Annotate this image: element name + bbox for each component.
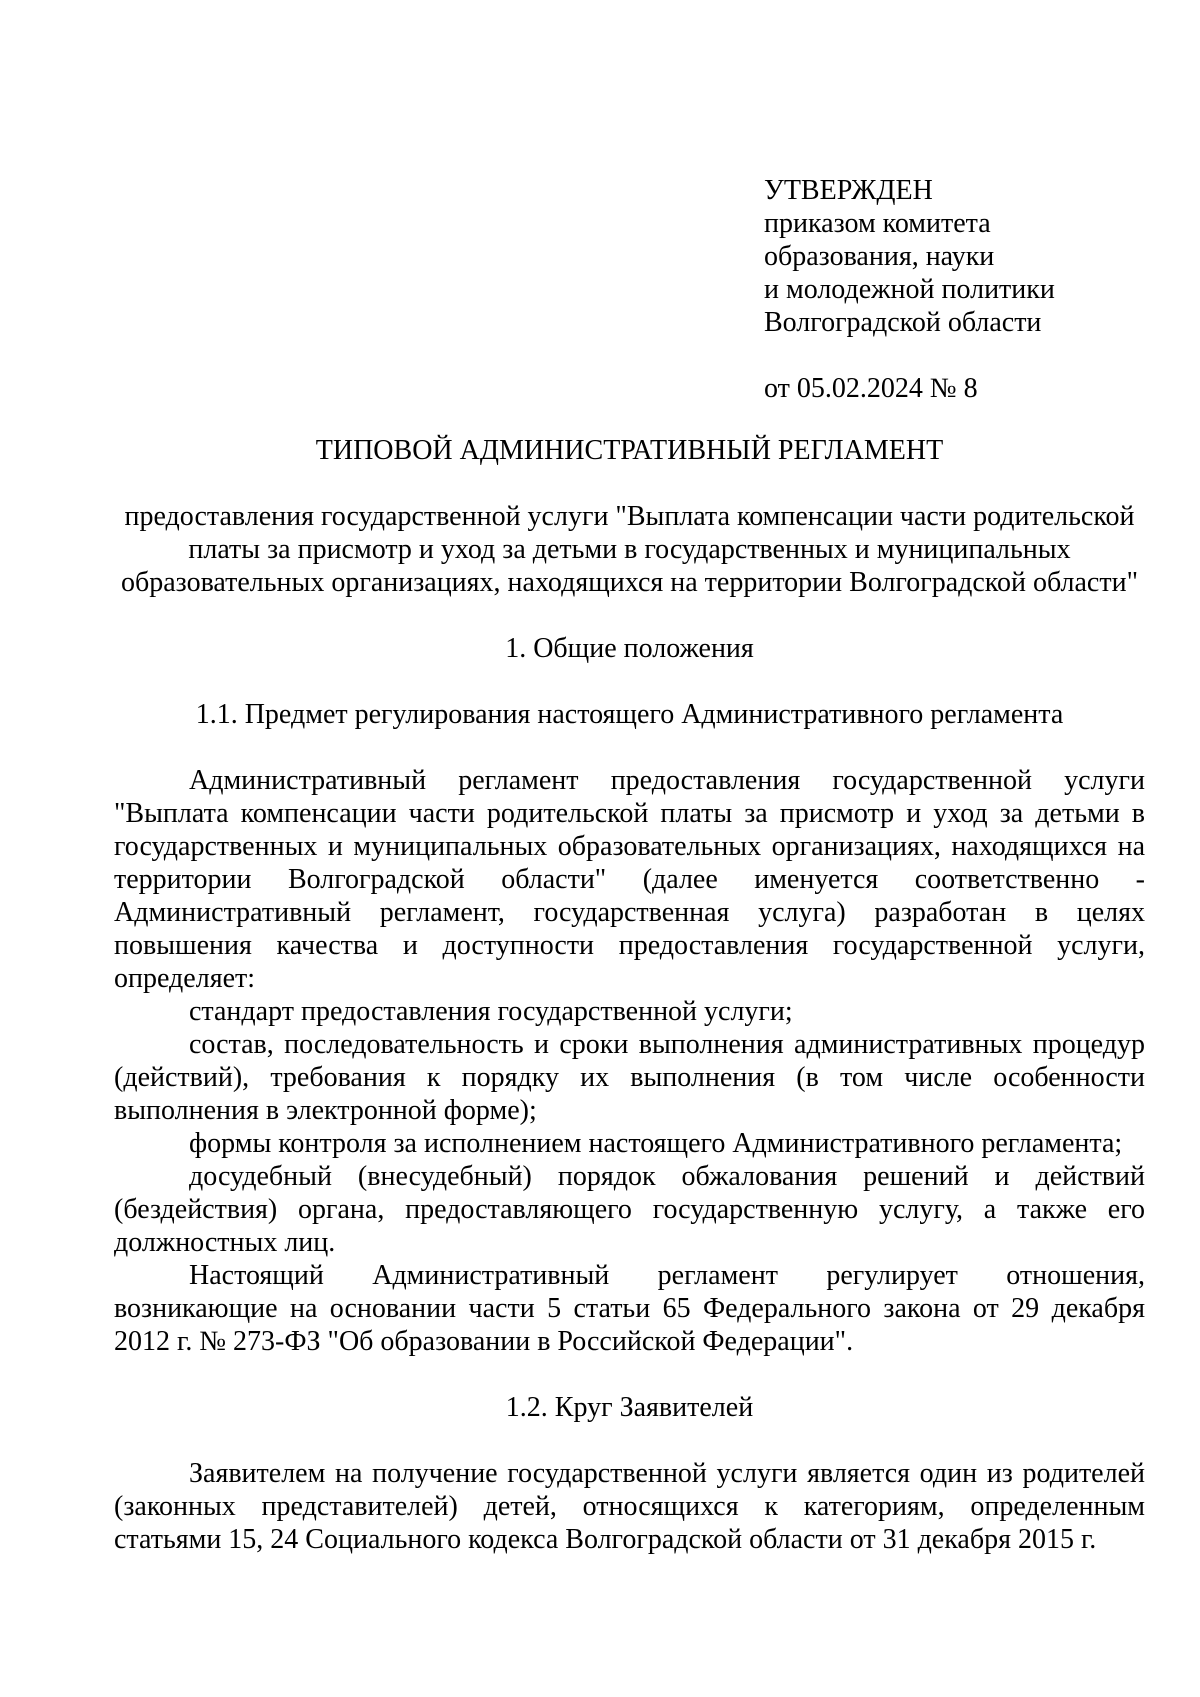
section-heading: 1. Общие положения xyxy=(505,633,754,664)
subsection-body xyxy=(114,764,1145,1358)
paragraph: Заявителем на получение государственной услуги является один из родителей (законных представителей) детей, относящихся к категориям, определенным статьями 15, 24 Социального кодекса Волгоградской области от 31 декабря 2015 г. xyxy=(114,1458,1145,1555)
subsection-heading: 1.1. Предмет регулирования настоящего Административного регламента xyxy=(195,699,1064,730)
subsection-heading: 1.2. Круг Заявителей xyxy=(505,1392,754,1423)
document-body xyxy=(114,434,1145,1556)
approval-line: и молодежной политики xyxy=(764,274,1055,305)
document-subtitle: предоставления государственной услуги "Выплата компенсации части родительской платы за присмотр и уход за детьми в государственных и муниципальных образовательных организациях, находящихся на территории Волгоградской области" xyxy=(121,501,1138,598)
paragraph: досудебный (внесудебный) порядок обжалования решений и действий (бездействия) органа, предоставляющего государственную услугу, а также его должностных лиц. xyxy=(114,1161,1145,1258)
paragraph: стандарт предоставления государственной услуги; xyxy=(189,996,793,1027)
approval-line: УТВЕРЖДЕН xyxy=(764,175,933,206)
approval-line: Волгоградской области xyxy=(764,307,1042,338)
paragraph: формы контроля за исполнением настоящего Административного регламента; xyxy=(189,1128,1123,1159)
paragraph: состав, последовательность и сроки выполнения административных процедур (действий), требования к порядку их выполнения (в том числе особенности выполнения в электронной форме); xyxy=(114,1029,1145,1126)
approval-line: приказом комитета xyxy=(764,208,991,239)
subsection-body xyxy=(114,1457,1145,1556)
approval-date: от 05.02.2024 № 8 xyxy=(764,373,978,404)
approval-stamp xyxy=(764,174,1164,405)
paragraph: Настоящий Административный регламент регулирует отношения, возникающие на основании части 5 статьи 65 Федерального закона от 29 декабря 2012 г. № 273-ФЗ "Об образовании в Российской Федерации". xyxy=(114,1260,1145,1357)
paragraph: Административный регламент предоставления государственной услуги "Выплата компенсации части родительской платы за присмотр и уход за детьми в государственных и муниципальных образовательных организациях, находящихся на территории Волгоградской области" (далее именуется соответственно - Административный регламент, государственная услуга) разработан в целях повышения качества и доступности предоставления государственной услуги, определяет: xyxy=(114,765,1145,994)
approval-line: образования, науки xyxy=(764,241,995,272)
document-title: ТИПОВОЙ АДМИНИСТРАТИВНЫЙ РЕГЛАМЕНТ xyxy=(315,435,944,466)
